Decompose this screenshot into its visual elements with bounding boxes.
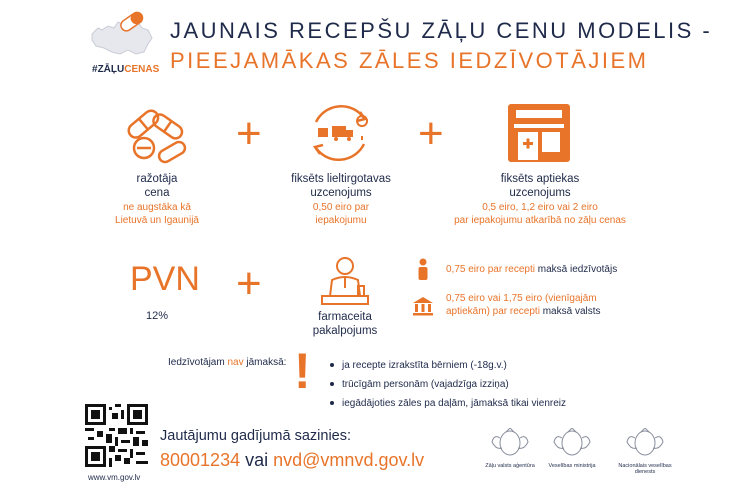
- producer-price-label: ražotāja cena: [136, 173, 178, 199]
- resident-payment: 0,75 eiro par recepti maksā iedzīvotājs: [446, 264, 618, 275]
- phone-number[interactable]: 80001234: [160, 450, 241, 470]
- contact-details: 80001234 vai nvd@vmnvd.gov.lv: [160, 450, 425, 470]
- vat-rate: 12%: [146, 310, 169, 322]
- exemption-lead: Iedzīvotājam nav jāmaksā:: [168, 357, 287, 368]
- qr-code[interactable]: [85, 404, 148, 467]
- pharmacist-service-label: farmaceita pakalpojums: [312, 311, 378, 337]
- campaign-logo: [88, 8, 158, 64]
- wholesale-markup-note: 0,50 eiro par iepakojumu: [312, 202, 370, 226]
- government-building-icon: [412, 296, 434, 316]
- pills-icon: [122, 104, 192, 166]
- page-title-line1: JAUNAIS RECEPŠU ZĀĻU CENU MODELIS -: [170, 18, 713, 43]
- state-payment: 0,75 eiro vai 1,75 eiro (vienīgajām aptiekām) par recepti maksā valsts: [446, 293, 601, 317]
- exclamation-icon: !: [294, 343, 311, 399]
- contact-heading: Jautājumu gadījumā sazinies:: [160, 428, 352, 444]
- email-link[interactable]: nvd@vmnvd.gov.lv: [273, 450, 425, 470]
- pharmacy-markup-note: 0,5 eiro, 1,2 eiro vai 2 eiro par iepakojumu atkarībā no zāļu cenas: [454, 202, 626, 226]
- vat-label: PVN: [130, 260, 200, 298]
- coat-of-arms-logo: Nacionālais veselības dienests: [610, 428, 680, 475]
- page-title-line2: PIEEJAMĀKAS ZĀLES IEDZĪVOTĀJIEM: [170, 48, 649, 73]
- person-icon: [416, 258, 430, 280]
- coat-of-arms-logo: Veselības ministrija: [540, 428, 604, 469]
- website-link[interactable]: www.vm.gov.lv: [88, 473, 141, 482]
- producer-price-note: ne augstāka kā Lietuvā un Igaunijā: [115, 202, 199, 226]
- exemption-item: iegādājoties zāles pa daļām, jāmaksā tikai vienreiz: [330, 397, 566, 410]
- pharmacist-icon: [318, 252, 372, 308]
- exemption-item: ja recepte izrakstīta bērniem (-18g.v.): [330, 359, 507, 372]
- exemption-item: trūcīgām personām (vajadzīga izziņa): [330, 378, 509, 391]
- wholesale-markup-label: fiksēts lieltirgotavas uzcenojums: [291, 173, 391, 199]
- campaign-tagline: #ZĀĻUCENAS: [92, 64, 160, 75]
- plus-icon: +: [418, 109, 444, 158]
- coat-of-arms-logo: Zāļu valsts aģentūra: [478, 428, 542, 469]
- plus-icon: +: [236, 259, 262, 308]
- logistics-cycle-icon: [302, 96, 378, 170]
- plus-icon: +: [236, 109, 262, 158]
- pharmacy-markup-label: fiksēts aptiekas uzcenojums: [500, 173, 580, 199]
- pharmacy-icon: [506, 100, 572, 166]
